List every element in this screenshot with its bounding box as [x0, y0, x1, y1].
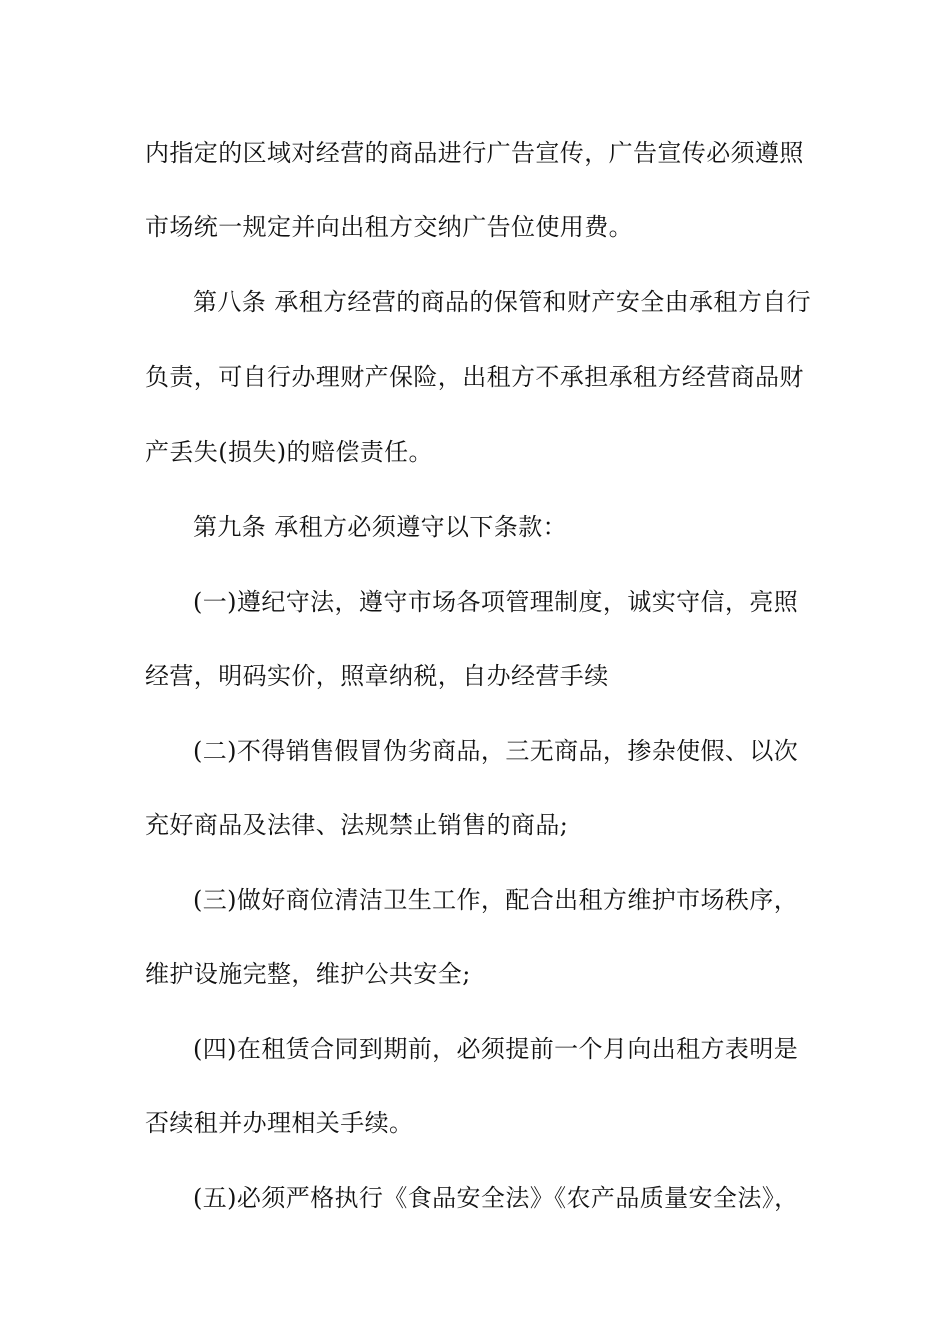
clause-2-line: (二)不得销售假冒伪劣商品，三无商品，掺杂使假、以次 — [193, 737, 799, 765]
clause-1-line: (一)遵纪守法，遵守市场各项管理制度，诚实守信，亮照 — [193, 588, 799, 616]
clause-5-line: (五)必须严格执行《食品安全法》《农产品质量安全法》， — [193, 1184, 799, 1212]
paragraph-line: 经营，明码实价，照章纳税，自办经营手续 — [145, 662, 609, 690]
paragraph-line: 市场统一规定并向出租方交纳广告位使用费。 — [145, 213, 633, 241]
paragraph-line: 内指定的区域对经营的商品进行广告宣传，广告宣传必须遵照 — [145, 139, 804, 167]
clause-4-line: (四)在租赁合同到期前，必须提前一个月向出租方表明是 — [193, 1035, 799, 1063]
paragraph-line: 维护设施完整，维护公共安全; — [145, 960, 471, 988]
clause-3-line: (三)做好商位清洁卫生工作，配合出租方维护市场秩序， — [193, 886, 799, 914]
article-8-line: 第八条 承租方经营的商品的保管和财产安全由承租方自行 — [193, 288, 812, 316]
paragraph-line: 负责，可自行办理财产保险，出租方不承担承租方经营商品财 — [145, 363, 804, 391]
paragraph-line: 否续租并办理相关手续。 — [145, 1109, 414, 1137]
article-9-line: 第九条 承租方必须遵守以下条款： — [193, 513, 568, 541]
paragraph-line: 产丢失(损失)的赔偿责任。 — [145, 438, 433, 466]
paragraph-line: 充好商品及法律、法规禁止销售的商品; — [145, 811, 569, 839]
